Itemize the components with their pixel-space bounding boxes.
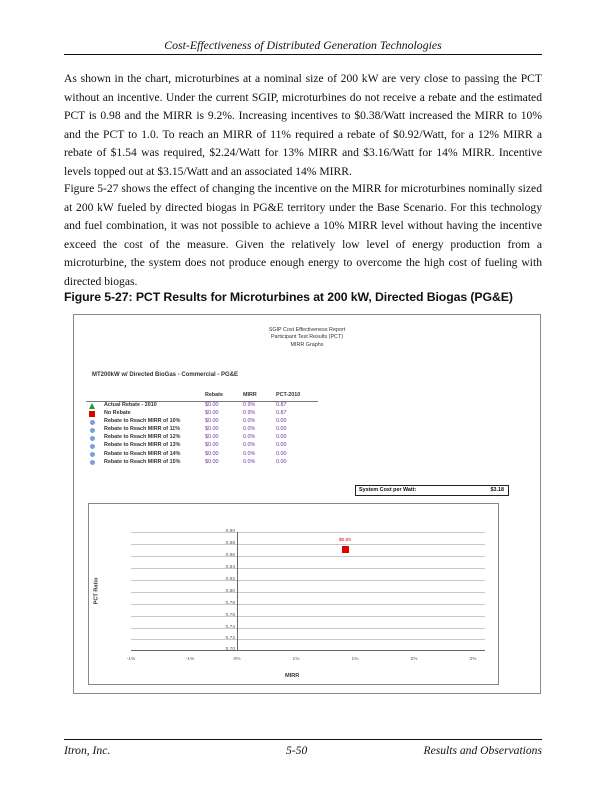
gridline — [131, 544, 485, 545]
column-header-mirr: MIRR — [243, 392, 257, 398]
mirr-value: 0.0% — [243, 450, 256, 457]
system-cost-value: $3.18 — [490, 487, 504, 493]
mirr-value: 0.0% — [243, 434, 256, 441]
mirr-value: 0.0% — [243, 442, 256, 449]
gridline — [131, 580, 485, 581]
table-row — [86, 418, 318, 426]
figure-caption: Figure 5-27: PCT Results for Microturbines at 200 kW, Directed Biogas (PG&E) — [64, 290, 513, 304]
y-tick-label: 0.72 — [225, 636, 235, 641]
y-tick-label: 0.76 — [225, 613, 235, 618]
pct-mirr-chart — [88, 503, 499, 685]
pct-value: 0.00 — [276, 442, 287, 449]
gridline — [131, 568, 485, 569]
table-row — [86, 434, 318, 442]
footer-rule — [64, 739, 542, 740]
table-row — [86, 459, 318, 467]
gridline — [131, 532, 485, 533]
data-point-label: $0.00 — [339, 538, 352, 543]
pct-value: 0.00 — [276, 426, 287, 433]
footer-section: Results and Observations — [423, 744, 542, 757]
mirr-value: 0.9% — [243, 402, 256, 408]
rebate-value: $0.00 — [205, 418, 219, 425]
row-label: Rebate to Reach MIRR of 13% — [104, 442, 181, 449]
row-label: Actual Rebate - 2010 — [104, 402, 157, 408]
gridline — [131, 616, 485, 617]
x-tick-label: 2% — [410, 657, 418, 662]
system-cost-label: System Cost per Watt: — [359, 487, 417, 493]
y-tick-label: 0.84 — [225, 565, 235, 570]
mirr-value: 0.9% — [243, 410, 256, 417]
pct-value: 0.87 — [276, 410, 287, 417]
square-icon — [89, 411, 95, 417]
circle-icon — [90, 452, 95, 457]
x-tick-label: 1% — [292, 657, 300, 662]
running-header: Cost-Effectiveness of Distributed Generation Technologies — [164, 38, 442, 52]
rebate-value: $0.00 — [205, 402, 219, 408]
mirr-value: 0.0% — [243, 418, 256, 425]
x-tick-label: -1% — [185, 657, 195, 662]
table-row — [86, 451, 318, 459]
row-label: Rebate to Reach MIRR of 10% — [104, 418, 181, 425]
row-label: Rebate to Reach MIRR of 11% — [104, 426, 181, 433]
row-label: Rebate to Reach MIRR of 14% — [104, 450, 181, 457]
pct-value: 0.00 — [276, 434, 287, 441]
body-paragraph-1: As shown in the chart, microturbines at a nominal size of 200 kW are very close to passing the PCT without an incentive. Under the current SGIP, microturbines do not receive a rebate and the estimated PCT is 0.98 and the MIRR is 9.2%. Increasing incentives to $0.38/Watt increased the MIRR to 10% and the PCT to 1.0. To reach an MIRR of 11% required a rebate of $0.92/Watt, for a 12% MIRR a rebate of $1.54 was required, $2.24/Watt for 13% MIRR and $3.16/Watt for 14% MIRR. Incentive levels topped out at $3.15/Watt and an associated 14% MIRR. — [64, 72, 542, 178]
y-tick-label: 0.82 — [225, 577, 235, 582]
y-tick-label: 0.90 — [225, 529, 235, 534]
table-row — [86, 442, 318, 450]
y-axis — [237, 532, 238, 651]
gridline — [131, 604, 485, 605]
x-tick-label: 1% — [351, 657, 359, 662]
y-tick-label: 0.78 — [225, 601, 235, 606]
y-tick-label: 0.88 — [225, 541, 235, 546]
y-tick-label: 0.70 — [225, 647, 235, 652]
report-title-line-1: SGIP Cost Effectiveness Report — [268, 327, 346, 333]
gridline — [131, 592, 485, 593]
pct-value: 0.87 — [276, 402, 287, 408]
rebate-value: $0.00 — [205, 434, 219, 441]
header-rule — [64, 54, 542, 55]
mirr-value: 0.0% — [243, 426, 256, 433]
report-title-line-3: MIRR Graphs — [290, 341, 324, 348]
y-tick-label: 0.80 — [225, 589, 235, 594]
table-row — [86, 410, 318, 418]
report-title-line-2: Participant Test Results (PCT) — [270, 334, 344, 341]
gridline — [131, 556, 485, 557]
scenario-title: MT200kW w/ Directed BioGas - Commercial - PG&E — [92, 372, 239, 378]
circle-icon — [90, 444, 95, 449]
x-tick-label: 0% — [233, 657, 241, 662]
mirr-value: 0.0% — [243, 458, 256, 465]
rebate-value: $0.00 — [205, 458, 219, 465]
table-row — [86, 402, 318, 410]
y-tick-label: 0.74 — [225, 625, 235, 630]
rebate-value: $0.00 — [205, 426, 219, 433]
row-label: Rebate to Reach MIRR of 15% — [104, 458, 181, 465]
pct-value: 0.00 — [276, 458, 287, 465]
body-paragraph-2: Figure 5-27 shows the effect of changing the incentive on the MIRR for microturbines nominally sized at 200 kW fueled by directed biogas in PG&E territory under the Base Scenario. For this technology and fuel combination, it was not possible to achieve a 10% MIRR level without having the incentive exceed the cost of the measure. Given the relatively low level of energy production from a microturbine, the system does not produce enough energy to overcome the high cost of fueling with directed biogas. — [64, 182, 542, 288]
x-tick-label: -1% — [126, 657, 136, 662]
x-axis — [131, 650, 485, 651]
results-table — [86, 392, 318, 467]
triangle-icon — [89, 403, 95, 409]
x-axis-label: MIRR — [285, 673, 300, 679]
row-label: Rebate to Reach MIRR of 12% — [104, 434, 181, 441]
no-rebate-square-marker — [342, 546, 349, 553]
rebate-value: $0.00 — [205, 410, 219, 417]
y-tick-label: 0.86 — [225, 553, 235, 558]
footer-company: Itron, Inc. — [64, 744, 111, 757]
page-number: 5-50 — [286, 744, 308, 757]
x-tick-label: 2% — [469, 657, 477, 662]
system-cost-box — [355, 485, 509, 496]
column-header-rebate: Rebate — [205, 392, 223, 398]
column-header-pct: PCT-2010 — [276, 392, 301, 398]
circle-icon — [90, 436, 95, 441]
table-row — [86, 426, 318, 434]
figure-frame — [73, 314, 541, 694]
rebate-value: $0.00 — [205, 442, 219, 449]
y-axis-label: PCT Ratio — [93, 577, 100, 605]
pct-value: 0.00 — [276, 450, 287, 457]
circle-icon — [90, 428, 95, 433]
pct-value: 0.00 — [276, 418, 287, 425]
rebate-value: $0.00 — [205, 450, 219, 457]
gridline — [131, 628, 485, 629]
circle-icon — [90, 460, 95, 465]
gridline — [131, 639, 485, 640]
table-header — [86, 392, 318, 402]
report-title — [74, 327, 540, 349]
row-label: No Rebate — [104, 410, 131, 417]
circle-icon — [90, 420, 95, 425]
